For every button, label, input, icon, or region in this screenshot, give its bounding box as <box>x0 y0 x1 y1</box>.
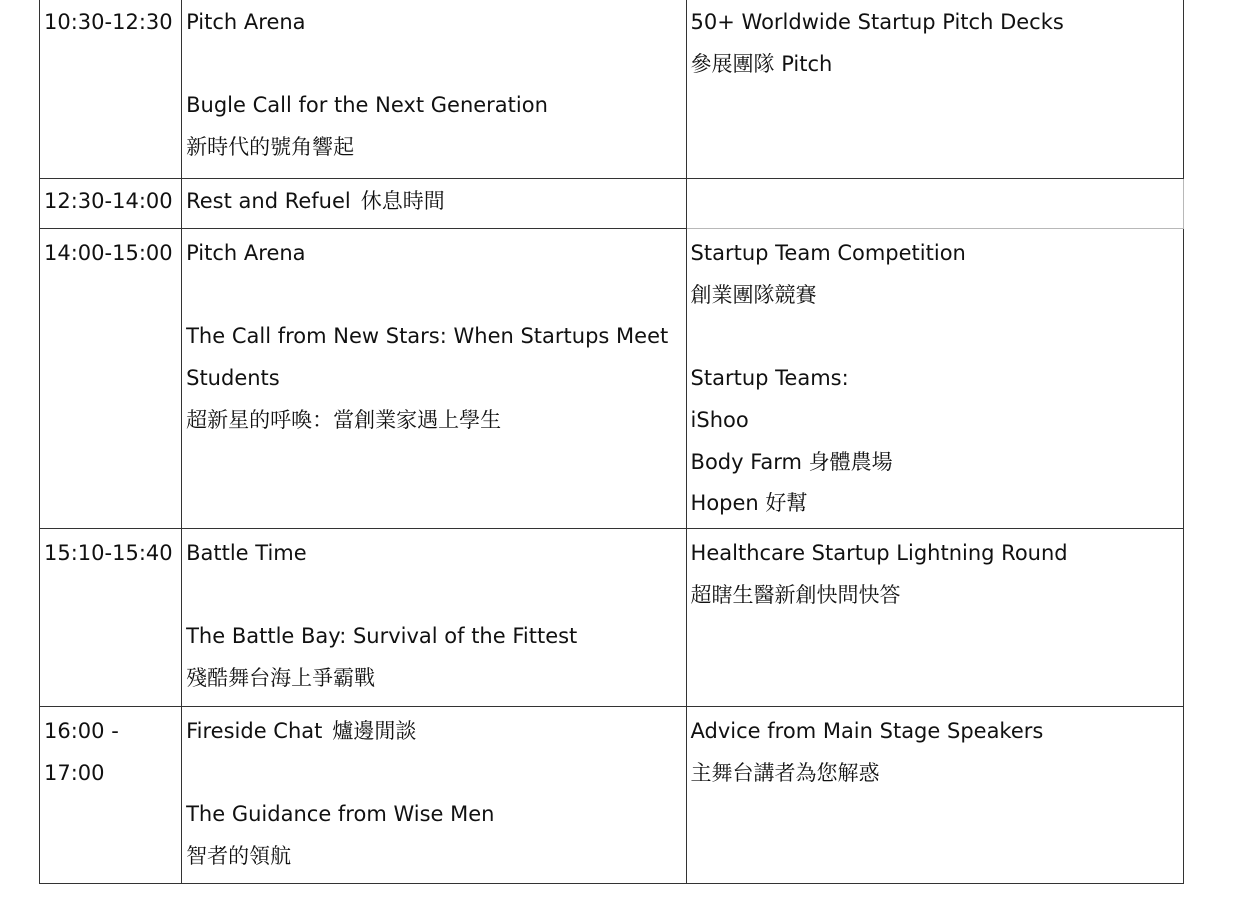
spacer <box>186 275 681 317</box>
spacer <box>186 753 681 795</box>
time-text-line2: 17:00 <box>44 760 105 785</box>
time-text-line1: 16:00 - <box>44 719 119 743</box>
session-cell <box>182 229 686 529</box>
session-title: Pitch Arena <box>186 241 306 265</box>
session-subtitle-en: Bugle Call for the Next Generation <box>186 93 548 118</box>
session-subtitle-en: The Battle Bay: Survival of the Fittest <box>186 624 578 649</box>
session-cell <box>182 179 686 229</box>
table-row <box>40 707 1184 884</box>
detail-title-en: 50+ Worldwide Startup Pitch Decks <box>690 10 1064 34</box>
detail-title-zh: 超瞎生醫新創快問快答 <box>690 582 901 607</box>
detail-cell <box>686 529 1183 707</box>
session-title-zh: 爐邊閒談 <box>332 719 417 743</box>
detail-cell-empty <box>686 179 1183 229</box>
session-title-line <box>186 711 681 753</box>
spacer <box>186 44 681 86</box>
detail-cell <box>686 0 1183 179</box>
session-subtitle-en: The Guidance from Wise Men <box>186 802 495 827</box>
session-title: Fireside Chat <box>186 719 323 743</box>
time-text: 12:30-14:00 <box>44 189 173 213</box>
session-subtitle-en-2: Students <box>186 366 280 391</box>
time-cell <box>40 529 182 707</box>
detail-title-en: Healthcare Startup Lightning Round <box>690 541 1068 565</box>
detail-title-zh: 參展團隊 Pitch <box>690 51 833 76</box>
time-cell <box>40 179 182 229</box>
teams-label: Startup Teams: <box>690 366 849 391</box>
team-item: iShoo <box>690 407 749 432</box>
session-title-zh: 休息時間 <box>360 189 445 213</box>
time-cell <box>40 707 182 884</box>
time-cell <box>40 0 182 179</box>
session-subtitle-en-1: The Call from New Stars: When Startups Meet <box>186 324 669 349</box>
session-subtitle-zh: 新時代的號角響起 <box>186 135 355 160</box>
session-subtitle-zh: 超新星的呼喚：當創業家遇上學生 <box>186 407 502 432</box>
detail-cell <box>686 229 1183 529</box>
table-row <box>40 0 1184 179</box>
detail-title-zh: 主舞台講者為您解惑 <box>690 760 880 785</box>
session-title: Pitch Arena <box>186 10 306 34</box>
team-item: Hopen 好幫 <box>690 491 808 516</box>
session-subtitle-zh: 殘酷舞台海上爭霸戰 <box>186 666 376 691</box>
detail-cell <box>686 707 1183 884</box>
schedule-table <box>39 0 1184 884</box>
session-subtitle-zh: 智者的領航 <box>186 844 292 869</box>
team-item: Body Farm 身體農場 <box>690 449 893 474</box>
session-title: Rest and Refuel <box>186 189 351 213</box>
session-title: Battle Time <box>186 541 307 565</box>
detail-title-zh: 創業團隊競賽 <box>690 282 817 307</box>
time-cell <box>40 229 182 529</box>
time-text: 10:30-12:30 <box>44 10 173 34</box>
spacer <box>691 316 1179 358</box>
spacer <box>186 575 681 617</box>
session-cell <box>182 529 686 707</box>
session-title-line <box>186 181 681 223</box>
detail-title-en: Advice from Main Stage Speakers <box>690 719 1044 743</box>
time-text: 14:00-15:00 <box>44 241 173 265</box>
table-row <box>40 179 1184 229</box>
session-cell <box>182 0 686 179</box>
table-row <box>40 529 1184 707</box>
time-text: 15:10-15:40 <box>44 541 173 565</box>
detail-title-en: Startup Team Competition <box>690 241 966 265</box>
session-cell <box>182 707 686 884</box>
table-row <box>40 229 1184 529</box>
